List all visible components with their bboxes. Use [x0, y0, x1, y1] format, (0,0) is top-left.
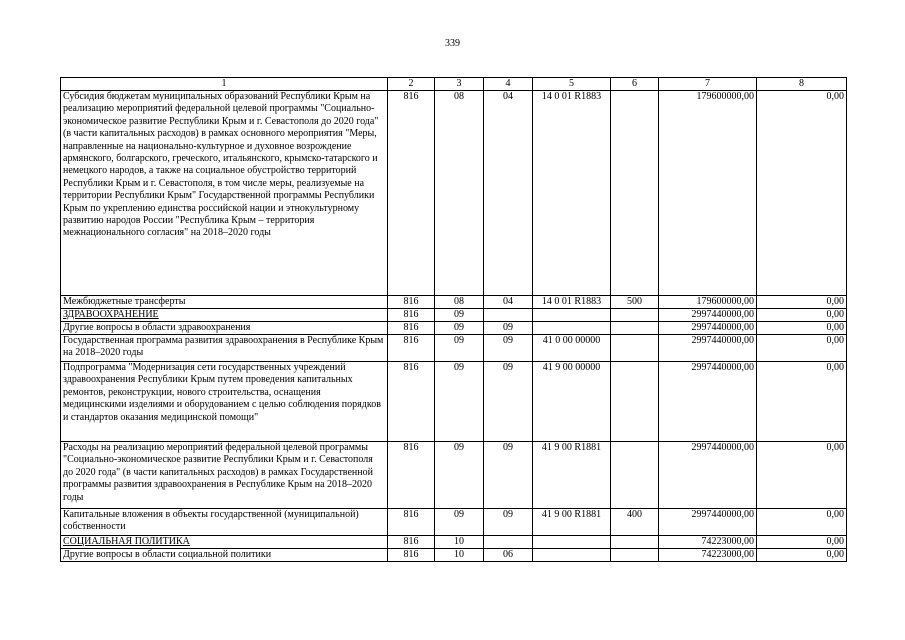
cell-section: 10: [435, 549, 484, 562]
cell-amount-2: 0,00: [757, 322, 847, 335]
cell-amount: 74223000,00: [659, 536, 757, 549]
row-name: Другие вопросы в области социальной политики: [61, 549, 388, 562]
cell-amount: 2997440000,00: [659, 335, 757, 362]
row-name: Капитальные вложения в объекты государственной (муниципальной) собственности: [61, 509, 388, 536]
cell-ministry: 816: [388, 536, 435, 549]
cell-expense-type: [611, 442, 659, 509]
cell-amount-2: 0,00: [757, 335, 847, 362]
table-row: [61, 91, 847, 296]
cell-expense-type: 400: [611, 509, 659, 536]
cell-amount-2: 0,00: [757, 536, 847, 549]
table-row: [61, 322, 847, 335]
cell-ministry: 816: [388, 362, 435, 442]
cell-ministry: 816: [388, 335, 435, 362]
cell-subsection: 09: [484, 509, 533, 536]
cell-target-code: [533, 309, 611, 322]
cell-amount-2: 0,00: [757, 442, 847, 509]
cell-subsection: 09: [484, 442, 533, 509]
col-header-3: 3: [435, 78, 484, 91]
cell-subsection: [484, 309, 533, 322]
table-row: [61, 309, 847, 322]
cell-amount: 179600000,00: [659, 91, 757, 296]
budget-table: [60, 77, 847, 562]
cell-subsection: 09: [484, 335, 533, 362]
cell-target-code: 41 9 00 00000: [533, 362, 611, 442]
cell-expense-type: [611, 536, 659, 549]
cell-expense-type: [611, 322, 659, 335]
col-header-6: 6: [611, 78, 659, 91]
cell-target-code: [533, 549, 611, 562]
cell-section: 10: [435, 536, 484, 549]
cell-subsection: 04: [484, 296, 533, 309]
cell-amount-2: 0,00: [757, 549, 847, 562]
row-name: ЗДРАВООХРАНЕНИЕ: [61, 309, 388, 322]
cell-ministry: 816: [388, 296, 435, 309]
cell-expense-type: 500: [611, 296, 659, 309]
row-name: Межбюджетные трансферты: [61, 296, 388, 309]
cell-ministry: 816: [388, 442, 435, 509]
cell-amount: 74223000,00: [659, 549, 757, 562]
cell-ministry: 816: [388, 322, 435, 335]
row-name: Расходы на реализацию мероприятий федеральной целевой программы "Социально-экономическое развитие Республики Крым и г. Севастополя до 2020 года" (в части капитальных расходов) в рамках Государственной программы развития здравоохранения в Республике Крым на 2018–2020 годы: [61, 442, 388, 509]
cell-section: 09: [435, 442, 484, 509]
col-header-4: 4: [484, 78, 533, 91]
cell-target-code: 41 9 00 R1881: [533, 442, 611, 509]
cell-target-code: [533, 536, 611, 549]
table-row: [61, 335, 847, 362]
table-row: [61, 549, 847, 562]
row-name: Подпрограмма "Модернизация сети государственных учреждений здравоохранения Республики Крым путем проведения капитальных ремонтов, реконструкции, нового строительства, оснащения медицинскими изделиями и оборудованием с целью соблюдения порядков и стандартов оказания медицинской помощи": [61, 362, 388, 442]
cell-amount: 2997440000,00: [659, 509, 757, 536]
cell-amount-2: 0,00: [757, 509, 847, 536]
cell-subsection: [484, 536, 533, 549]
row-name: Другие вопросы в области здравоохранения: [61, 322, 388, 335]
table-row: [61, 442, 847, 509]
cell-amount: 2997440000,00: [659, 322, 757, 335]
cell-expense-type: [611, 309, 659, 322]
col-header-5: 5: [533, 78, 611, 91]
cell-target-code: 14 0 01 R1883: [533, 296, 611, 309]
cell-expense-type: [611, 91, 659, 296]
header-row: [61, 78, 847, 91]
cell-subsection: 09: [484, 322, 533, 335]
cell-ministry: 816: [388, 509, 435, 536]
cell-ministry: 816: [388, 549, 435, 562]
row-name: Субсидия бюджетам муниципальных образований Республики Крым на реализацию мероприятий федеральной целевой программы "Социально-экономическое развитие Республики Крым и г. Севастополя до 2020 года" (в части капитальных расходов) в рамках основного мероприятия "Меры, направленные на национально-культурное и духовное возрождение армянского, болгарского, греческого, итальянского, крымско-татарского и немецкого народов, а также на социальное обустройство территорий Республики Крым и г. Севастополя, в том числе меры, реализуемые на территории Республики Крым" Государственной программы Республики Крым по укреплению единства российской нации и этнокультурному развитию народов России "Республика Крым – территория межнационального согласия" на 2018–2020 годы: [61, 91, 388, 296]
cell-section: 09: [435, 322, 484, 335]
cell-expense-type: [611, 335, 659, 362]
table-row: [61, 362, 847, 442]
cell-section: 09: [435, 335, 484, 362]
cell-subsection: 04: [484, 91, 533, 296]
col-header-7: 7: [659, 78, 757, 91]
table-row: [61, 509, 847, 536]
page-number: 339: [445, 38, 460, 49]
cell-amount-2: 0,00: [757, 296, 847, 309]
cell-amount: 2997440000,00: [659, 309, 757, 322]
cell-ministry: 816: [388, 309, 435, 322]
cell-amount: 2997440000,00: [659, 442, 757, 509]
cell-section: 08: [435, 91, 484, 296]
table-row: [61, 296, 847, 309]
cell-subsection: 06: [484, 549, 533, 562]
cell-amount-2: 0,00: [757, 309, 847, 322]
cell-target-code: [533, 322, 611, 335]
row-name: СОЦИАЛЬНАЯ ПОЛИТИКА: [61, 536, 388, 549]
cell-ministry: 816: [388, 91, 435, 296]
cell-amount-2: 0,00: [757, 362, 847, 442]
cell-section: 08: [435, 296, 484, 309]
col-header-8: 8: [757, 78, 847, 91]
cell-expense-type: [611, 362, 659, 442]
cell-target-code: 41 0 00 00000: [533, 335, 611, 362]
col-header-2: 2: [388, 78, 435, 91]
cell-target-code: 14 0 01 R1883: [533, 91, 611, 296]
cell-expense-type: [611, 549, 659, 562]
cell-amount: 179600000,00: [659, 296, 757, 309]
cell-amount: 2997440000,00: [659, 362, 757, 442]
cell-amount-2: 0,00: [757, 91, 847, 296]
cell-section: 09: [435, 362, 484, 442]
cell-section: 09: [435, 309, 484, 322]
row-name: Государственная программа развития здравоохранения в Республике Крым на 2018–2020 годы: [61, 335, 388, 362]
cell-section: 09: [435, 509, 484, 536]
cell-subsection: 09: [484, 362, 533, 442]
col-header-1: 1: [61, 78, 388, 91]
table-row: [61, 536, 847, 549]
cell-target-code: 41 9 00 R1881: [533, 509, 611, 536]
